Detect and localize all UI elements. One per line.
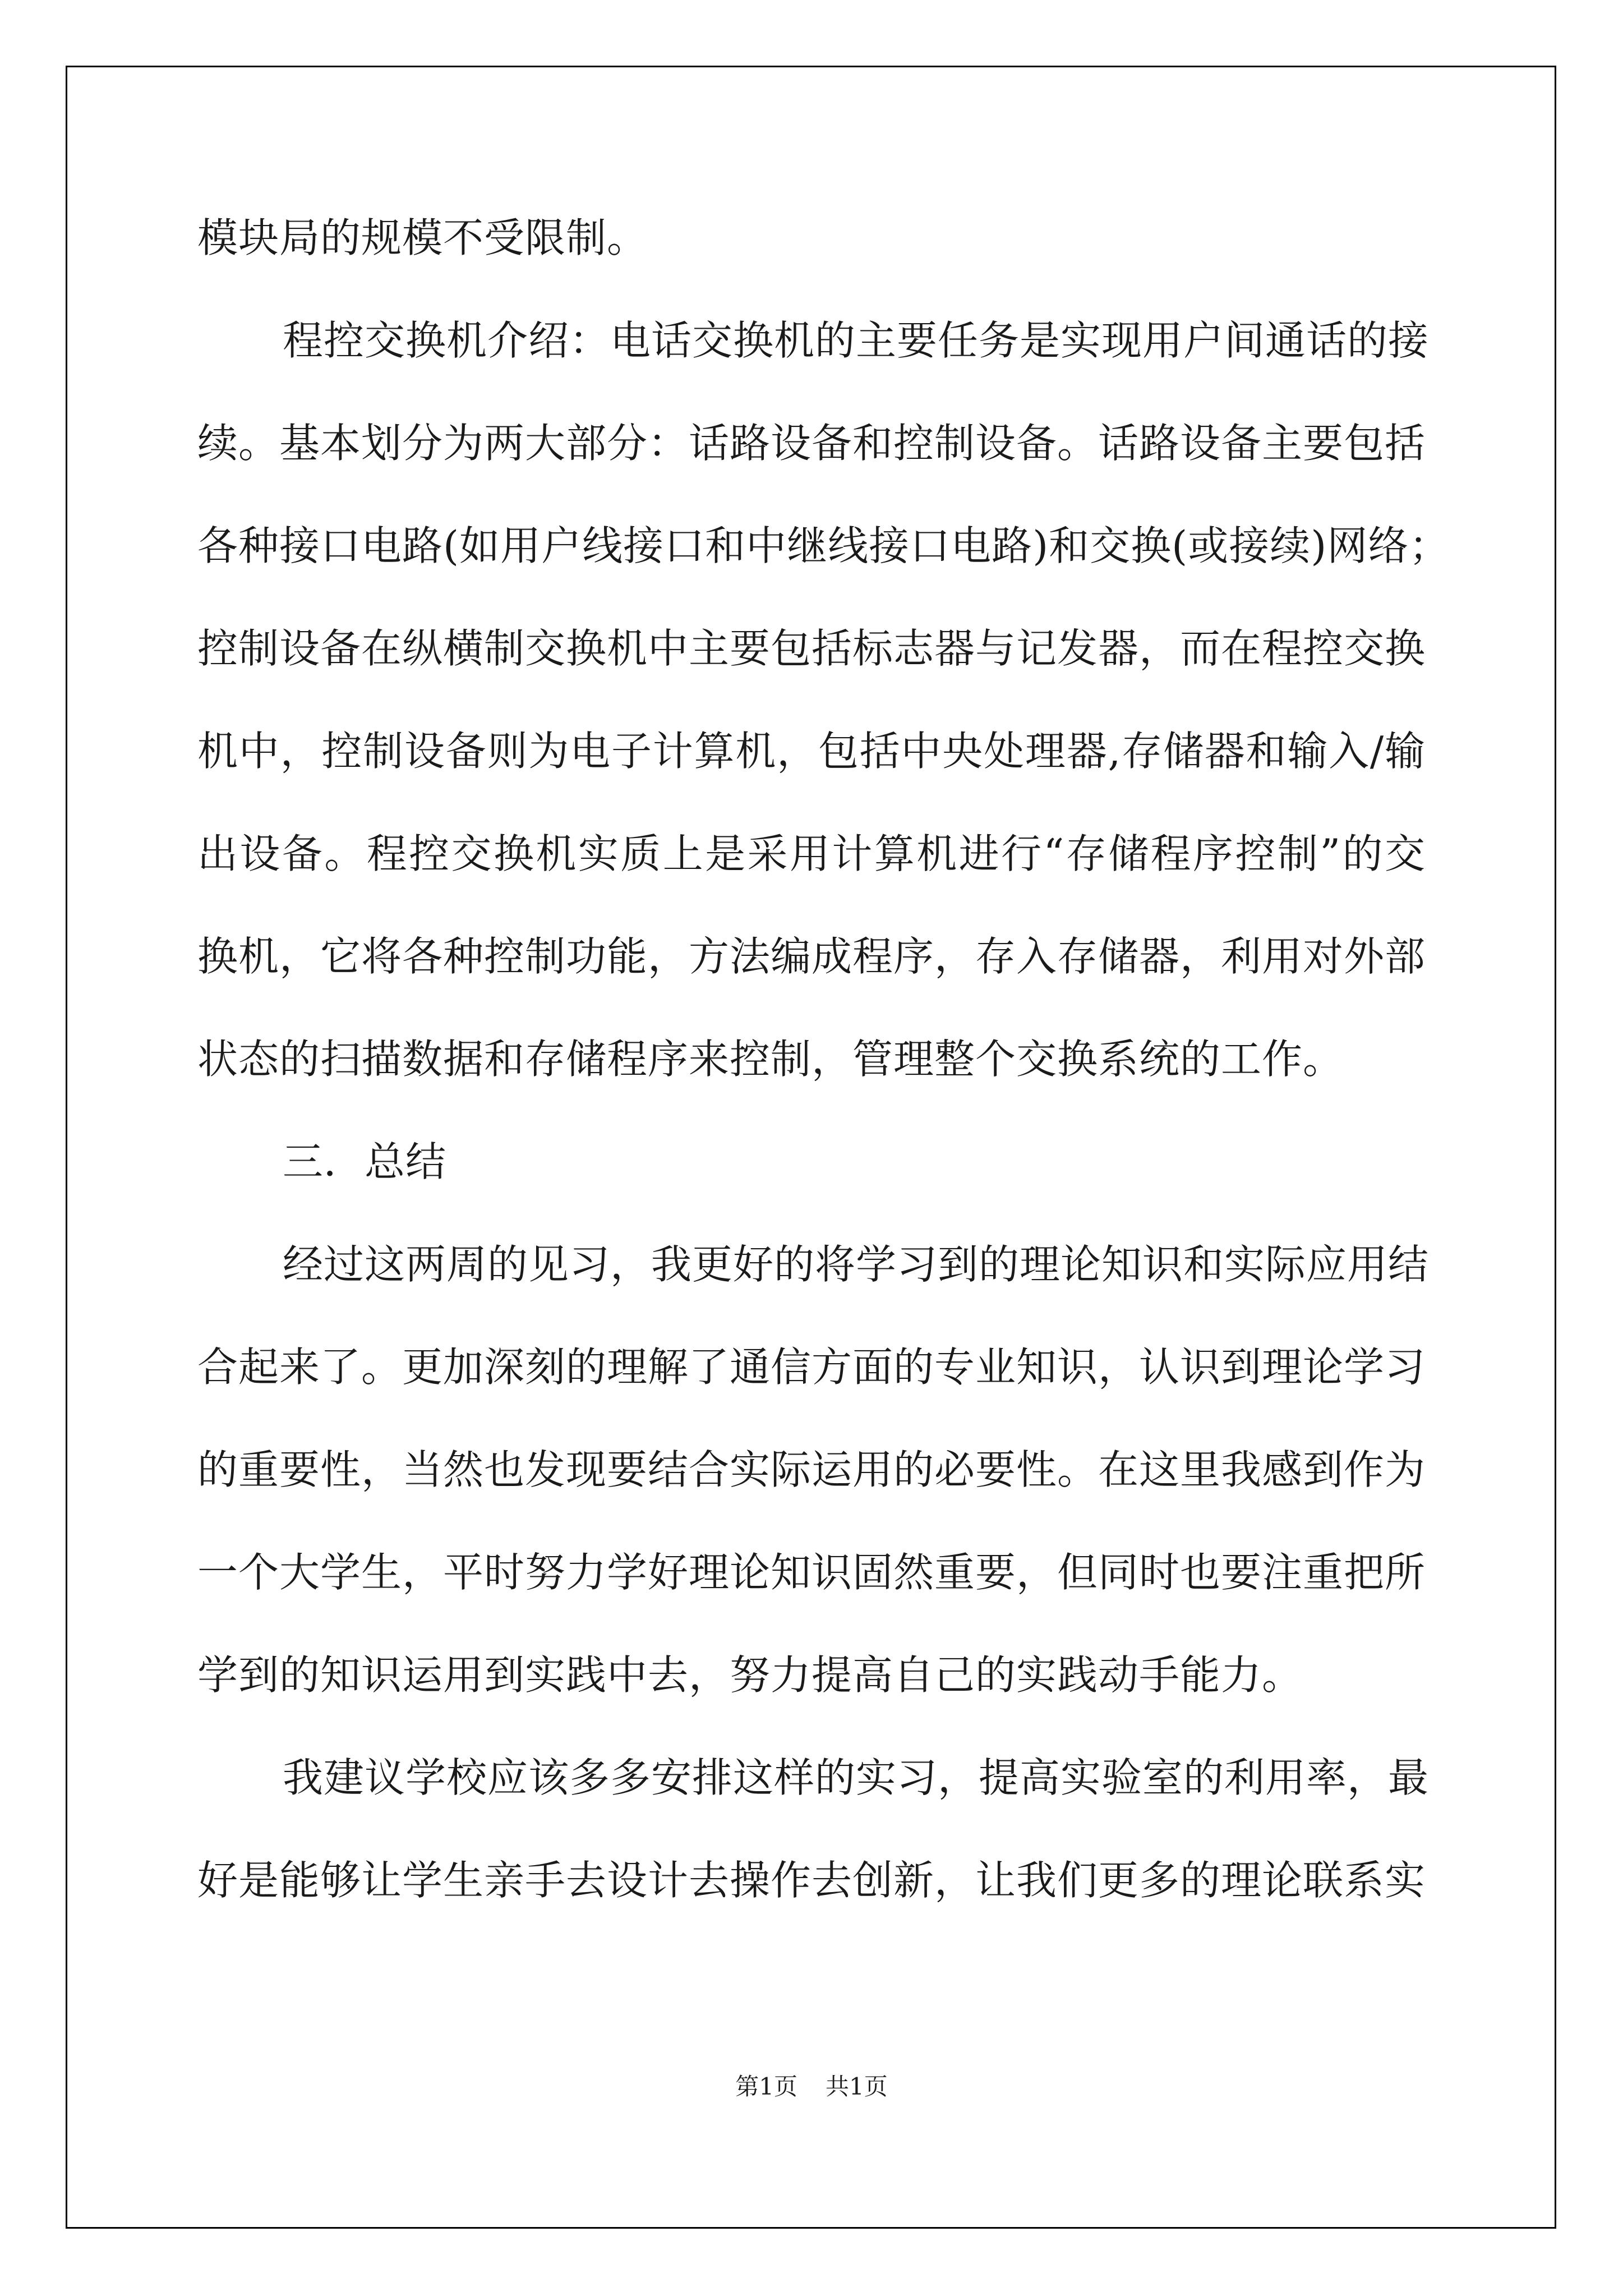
page-total: 共1页: [826, 2073, 888, 2100]
paragraph-line: 好是能够让学生亲手去设计去操作去创新，让我们更多的理论联系实: [197, 1857, 1426, 1904]
paragraph-line: 学到的知识运用到实践中去，努力提高自己的实践动手能力。: [197, 1651, 1303, 1699]
paragraph-line: 我建议学校应该多多安排这样的实习，提高实验室的利用率，最: [283, 1754, 1430, 1801]
paragraph-line: 各种接口电路(如用户线接口和中继线接口电路)和交换(或接续)网络；: [197, 522, 1450, 569]
paragraph-line: 续。基本划分为两大部分：话路设备和控制设备。话路设备主要包括: [197, 420, 1426, 467]
paragraph-line: 出设备。程控交换机实质上是采用计算机进行“存储程序控制”的交: [197, 830, 1426, 877]
paragraph-line: 机中，控制设备则为电子计算机，包括中央处理器,存储器和输入/输: [197, 728, 1426, 775]
paragraph-line: 一个大学生，平时努力学好理论知识固然重要，但同时也要注重把所: [197, 1549, 1426, 1596]
section-heading: 三．总结: [283, 1138, 447, 1185]
paragraph-line: 的重要性，当然也发现要结合实际运用的必要性。在这里我感到作为: [197, 1446, 1426, 1493]
paragraph-line: 换机，它将各种控制功能，方法编成程序，存入存储器，利用对外部: [197, 933, 1426, 980]
paragraph-line: 程控交换机介绍：电话交换机的主要任务是实现用户间通话的接: [283, 317, 1430, 364]
paragraph-line: 控制设备在纵横制交换机中主要包括标志器与记发器，而在程控交换: [197, 625, 1426, 672]
paragraph-line: 经过这两周的见习，我更好的将学习到的理论知识和实际应用结: [283, 1241, 1430, 1288]
page-number: 第1页: [735, 2073, 797, 2100]
paragraph-line: 状态的扫描数据和存储程序来控制，管理整个交换系统的工作。: [197, 1036, 1344, 1083]
paragraph-line: 模块局的规模不受限制。: [197, 214, 648, 261]
paragraph-line: 合起来了。更加深刻的理解了通信方面的专业知识，认识到理论学习: [197, 1343, 1426, 1391]
page-footer: [0, 2070, 1623, 2104]
